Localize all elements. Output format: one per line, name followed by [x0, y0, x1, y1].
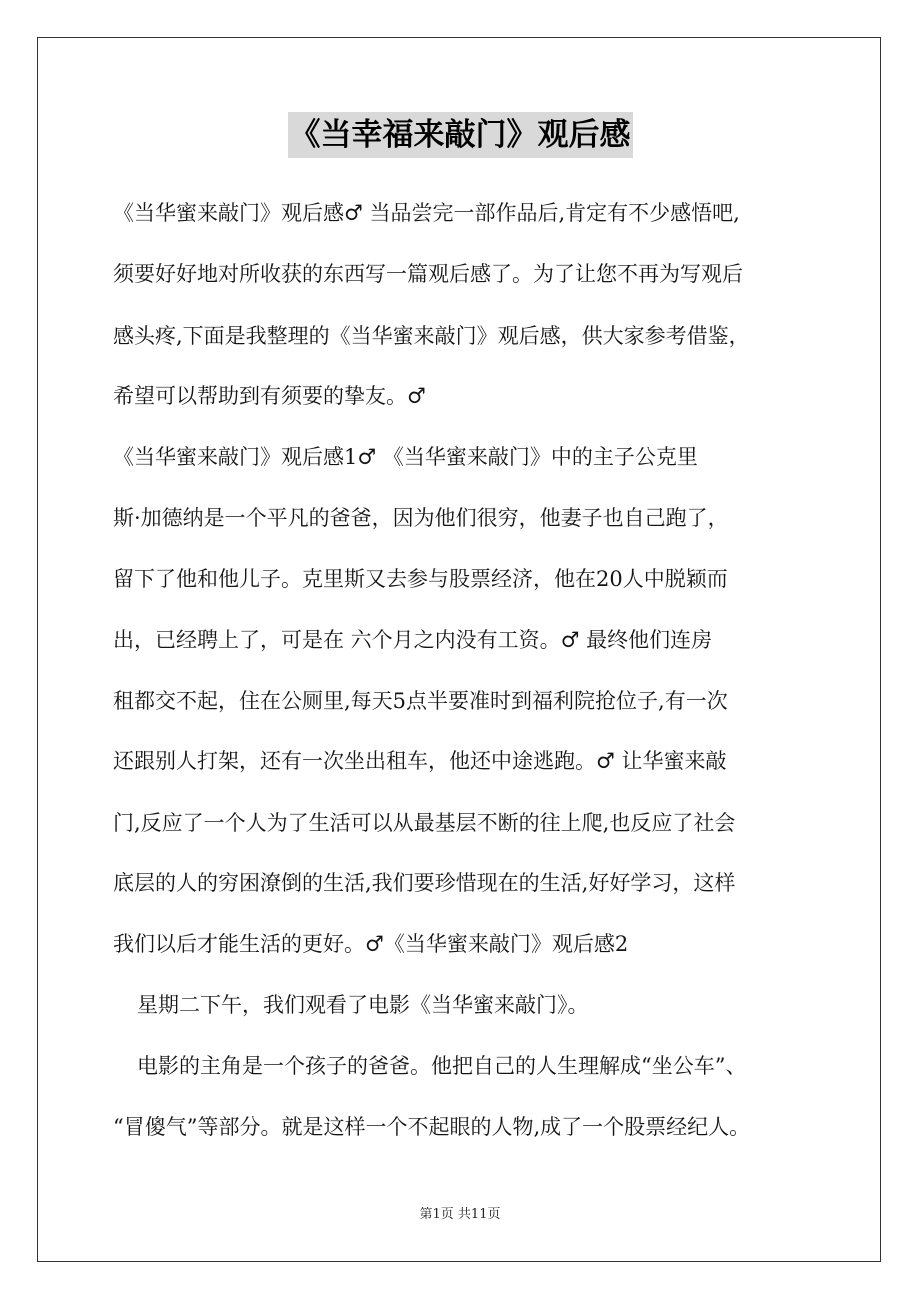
body-line-16: “冒傻气”等部分。就是这样一个不起眼的人物,成了一个股票经纪人。 [113, 1115, 751, 1139]
body-line-4: 希望可以帮助到有须要的挚友。♂ [113, 384, 426, 408]
body-line-14: 星期二下午，我们观看了电影《当华蜜来敲门》。 [137, 993, 589, 1017]
body-line-12: 底层的人的穷困潦倒的生活,我们要珍惜现在的生活,好好学习，这样 [113, 871, 736, 895]
body-line-15: 电影的主角是一个孩子的爸爸。他把自己的人生理解成“坐公车”、 [137, 1054, 747, 1078]
body-line-7: 留下了他和他儿子。克里斯又去参与股票经济，他在20人中脱颖而 [113, 567, 728, 591]
body-line-11: 门,反应了一个人为了生活可以从最基层不断的往上爬,也反应了社会 [113, 811, 736, 835]
body-line-9: 租都交不起，住在公厕里,每天5点半要准时到福利院抢位子,有一次 [113, 689, 728, 713]
body-line-8: 出，已经聘上了，可是在 六个月之内没有工资。♂ 最终他们连房 [113, 628, 713, 652]
body-line-2: 须要好好地对所收获的东西写一篇观后感了。为了让您不再为写观后 [113, 262, 743, 286]
document-title: 《当幸福来敲门》观后感 [288, 112, 633, 158]
page-footer: 第1页 共11页 [419, 1207, 501, 1222]
body-line-10: 还跟别人打架，还有一次坐出租车，他还中途逃跑。♂ 让华蜜来敲 [113, 749, 727, 773]
body-line-13: 我们以后才能生活的更好。♂《当华蜜来敲门》观后感2 [113, 932, 629, 956]
body-line-6: 斯·加德纳是一个平凡的爸爸，因为他们很穷，他妻子也自己跑了， [113, 506, 729, 530]
title-container [0, 112, 920, 158]
body-line-3: 感头疼,下面是我整理的《当华蜜来敲门》观后感，供大家参考借鉴， [113, 324, 750, 348]
body-line-1: 《当华蜜来敲门》观后感♂ 当品尝完一部作品后,肯定有不少感悟吧, [113, 201, 740, 225]
body-line-5: 《当华蜜来敲门》观后感1♂ 《当华蜜来敲门》中的主子公克里 [113, 445, 698, 469]
